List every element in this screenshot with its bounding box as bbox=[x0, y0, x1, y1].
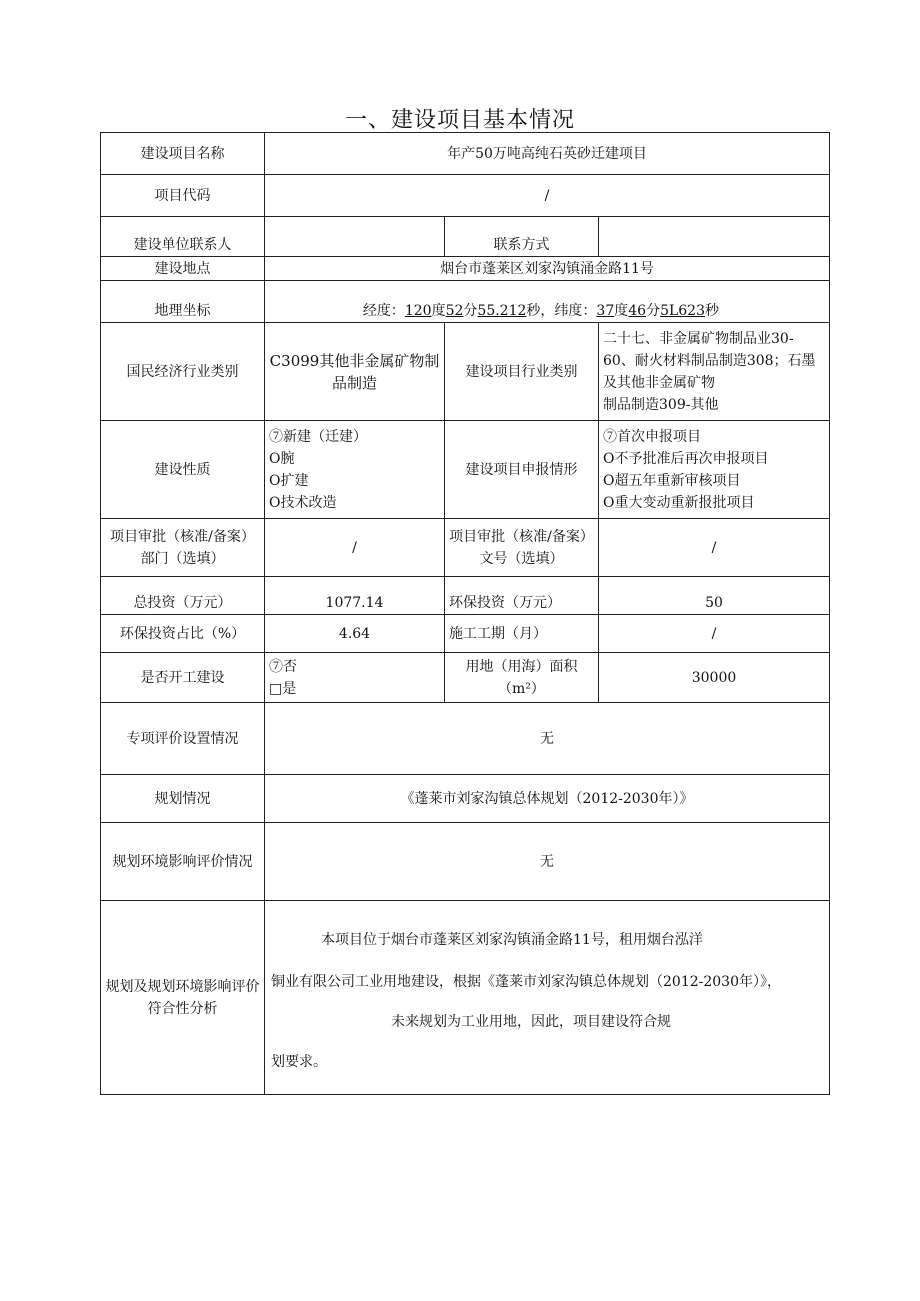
nature-options bbox=[265, 421, 445, 519]
started-options bbox=[265, 653, 445, 703]
declaration-label: 建设项目申报情形 bbox=[445, 421, 599, 519]
lon-deg: 120 bbox=[404, 303, 432, 319]
table-row bbox=[101, 703, 830, 775]
total-investment-value: 1077.14 bbox=[265, 577, 445, 615]
location-label: 建设地点 bbox=[101, 257, 265, 281]
table-row bbox=[101, 323, 830, 421]
land-area-value: 30000 bbox=[599, 653, 830, 703]
duration-value: / bbox=[599, 615, 830, 653]
env-investment-value: 50 bbox=[599, 577, 830, 615]
compliance-line: 本项目位于烟台市蓬莱区刘家沟镇涌金路11号，租用烟台泓洋 bbox=[321, 932, 703, 948]
list-item: 制品制造309-其他 bbox=[603, 396, 719, 413]
contact-method-value bbox=[599, 217, 830, 257]
radio-option: O扩建 bbox=[269, 472, 309, 489]
project-name-value: 年产50万吨高纯石英砂迁建项目 bbox=[265, 133, 830, 175]
project-code-value: / bbox=[265, 175, 830, 217]
radio-option: O重大变动重新报批项目 bbox=[603, 494, 755, 511]
radio-option: O技术改造 bbox=[269, 494, 337, 511]
table-row bbox=[101, 775, 830, 823]
list-item: 二十七、非金属矿物制品业30- bbox=[603, 330, 794, 347]
special-eval-value: 无 bbox=[265, 703, 830, 775]
project-name-label: 建设项目名称 bbox=[101, 133, 265, 175]
list-item: 60、耐火材料制品制造308；石墨 bbox=[603, 352, 816, 369]
compliance-value bbox=[265, 901, 830, 1095]
env-investment-label: 环保投资（万元） bbox=[445, 577, 599, 615]
nature-label: 建设性质 bbox=[101, 421, 265, 519]
approval-no-label: 项目审批（核准/备案）文号（选填） bbox=[445, 519, 599, 577]
lon-min: 52 bbox=[445, 303, 464, 319]
table-row bbox=[101, 577, 830, 615]
radio-option: O超五年重新审核项目 bbox=[603, 472, 741, 489]
location-value: 烟台市蓬莱区刘家沟镇涌金路11号 bbox=[265, 257, 830, 281]
table-row bbox=[101, 615, 830, 653]
contact-method-label: 联系方式 bbox=[445, 217, 599, 257]
project-industry-value bbox=[599, 323, 830, 421]
industry-label: 国民经济行业类别 bbox=[101, 323, 265, 421]
plan-env-eval-value: 无 bbox=[265, 823, 830, 901]
radio-option: ⑦否 bbox=[269, 658, 297, 675]
land-area-label: 用地（用海）面积（m²） bbox=[445, 653, 599, 703]
table-row bbox=[101, 823, 830, 901]
lat-sec: 5L623 bbox=[660, 303, 705, 319]
table-row bbox=[101, 217, 830, 257]
list-item: 及其他非金属矿物 bbox=[603, 374, 715, 391]
project-code-label: 项目代码 bbox=[101, 175, 265, 217]
started-label: 是否开工建设 bbox=[101, 653, 265, 703]
industry-value: C3099其他非金属矿物制品制造 bbox=[265, 323, 445, 421]
lat-deg: 37 bbox=[596, 303, 615, 319]
page-title: 一、建设项目基本情况 bbox=[344, 108, 575, 133]
planning-label: 规划情况 bbox=[101, 775, 265, 823]
radio-option: ⑦首次申报项目 bbox=[603, 428, 701, 445]
compliance-line: 未来规划为工业用地，因此，项目建设符合规 bbox=[391, 1014, 671, 1030]
coords-label: 地理坐标 bbox=[101, 281, 265, 323]
table-row bbox=[101, 421, 830, 519]
approval-dept-value: / bbox=[265, 519, 445, 577]
contact-person-value bbox=[265, 217, 445, 257]
env-ratio-label: 环保投资占比（%） bbox=[101, 615, 265, 653]
coords-value bbox=[265, 281, 830, 323]
env-ratio-value: 4.64 bbox=[265, 615, 445, 653]
coords-text: 度 bbox=[614, 303, 629, 319]
table-row bbox=[101, 175, 830, 217]
compliance-line: 划要求。 bbox=[271, 1054, 327, 1070]
declaration-options bbox=[599, 421, 830, 519]
radio-option: □是 bbox=[269, 680, 297, 697]
table-row bbox=[101, 901, 830, 1095]
duration-label: 施工工期（月） bbox=[445, 615, 599, 653]
project-industry-label: 建设项目行业类别 bbox=[445, 323, 599, 421]
coords-text: 经度： bbox=[362, 303, 405, 319]
radio-option: O不予批准后再次申报项目 bbox=[603, 450, 769, 467]
compliance-line: 铜业有限公司工业用地建设，根据《蓬莱市刘家沟镇总体规划（2012-2030年）》， bbox=[271, 974, 781, 990]
special-eval-label: 专项评价设置情况 bbox=[101, 703, 265, 775]
planning-value: 《蓬莱市刘家沟镇总体规划（2012-2030年）》 bbox=[265, 775, 830, 823]
contact-person-label: 建设单位联系人 bbox=[101, 217, 265, 257]
total-investment-label: 总投资（万元） bbox=[101, 577, 265, 615]
table-row bbox=[101, 653, 830, 703]
table-row bbox=[101, 133, 830, 175]
lat-min: 46 bbox=[628, 303, 647, 319]
radio-option: O腕 bbox=[269, 450, 295, 467]
compliance-label: 规划及规划环境影响评价符合性分析 bbox=[101, 901, 265, 1095]
coords-text: 秒，纬度： bbox=[526, 303, 597, 319]
plan-env-eval-label: 规划环境影响评价情况 bbox=[101, 823, 265, 901]
table-row bbox=[101, 519, 830, 577]
radio-option: ⑦新建（迁建） bbox=[269, 428, 367, 445]
coords-text: 秒 bbox=[705, 303, 719, 319]
table-row bbox=[101, 281, 830, 323]
project-info-table bbox=[100, 132, 830, 1095]
approval-dept-label: 项目审批（核准/备案）部门（选填） bbox=[101, 519, 265, 577]
coords-text: 度 bbox=[431, 303, 446, 319]
lon-sec: 55.212 bbox=[477, 303, 527, 319]
approval-no-value: / bbox=[599, 519, 830, 577]
coords-text: 分 bbox=[463, 303, 478, 319]
table-row bbox=[101, 257, 830, 281]
coords-text: 分 bbox=[646, 303, 661, 319]
